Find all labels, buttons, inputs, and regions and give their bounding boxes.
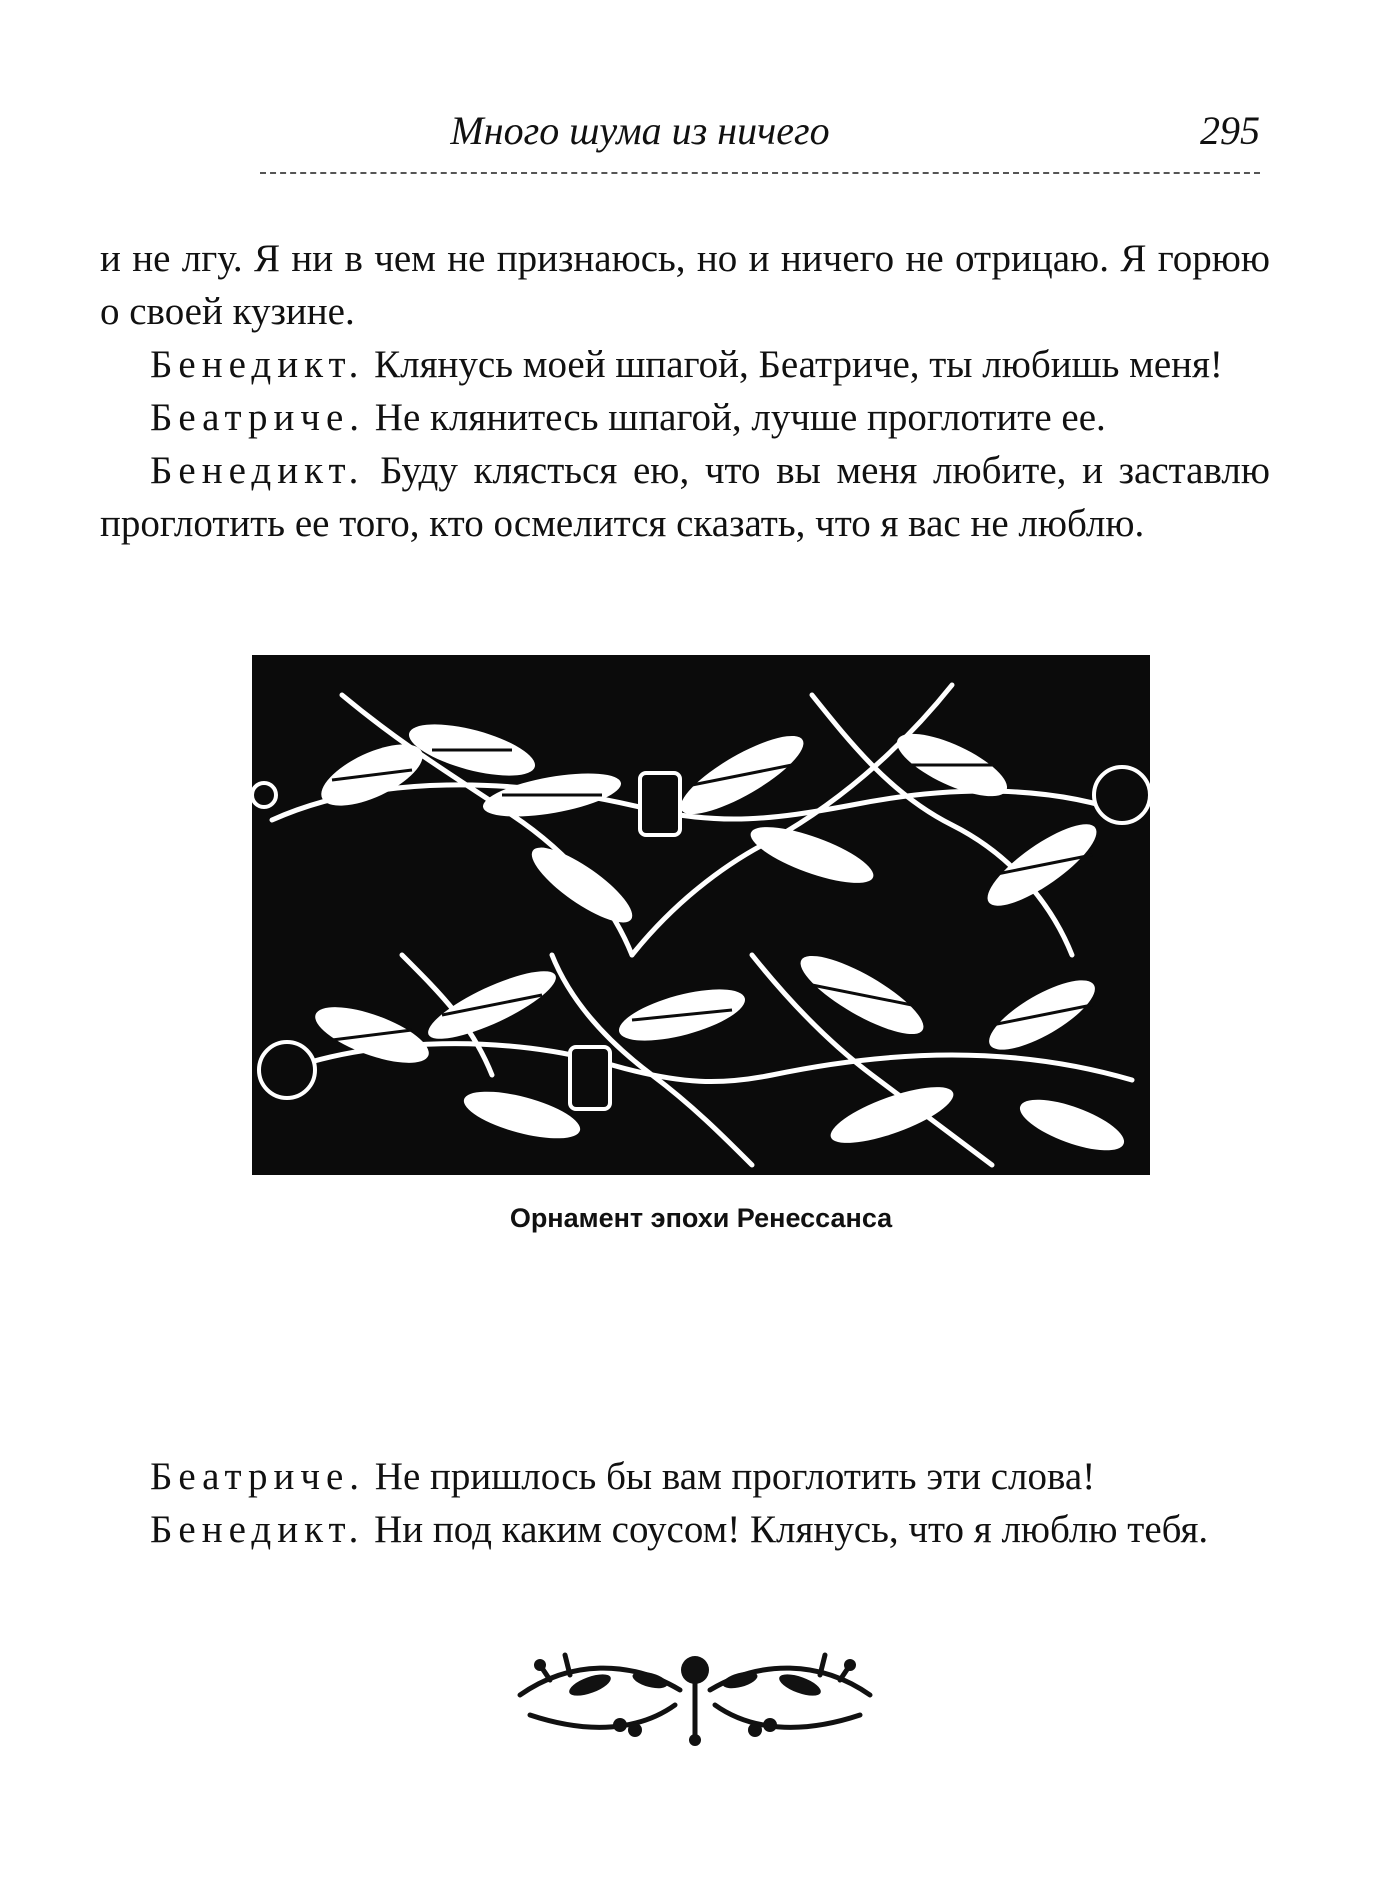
speech-text: Ни под каким соусом! Клянусь, что я люблю тебя.	[374, 1508, 1209, 1551]
ornament-drawing	[252, 655, 1150, 1175]
speaker-name: Беатриче.	[150, 1455, 366, 1498]
speech-text: Не пришлось бы вам проглотить эти слова!	[374, 1455, 1096, 1498]
tailpiece-drawing	[510, 1640, 880, 1750]
paragraph-benedick-1	[100, 338, 1270, 391]
paragraph-benedick-2	[100, 444, 1270, 550]
figure-caption: Орнамент эпохи Ренессанса	[509, 1203, 893, 1233]
speaker-name: Бенедикт.	[150, 343, 365, 386]
paragraph-continuation: и не лгу. Я ни в чем не признаюсь, но и ничего не отрицаю. Я горюю о своей кузине.	[100, 237, 1270, 333]
header-divider	[260, 172, 1260, 174]
paragraph-beatrice-1	[100, 391, 1270, 444]
speaker-name: Бенедикт.	[150, 449, 365, 492]
speech-text: Не клянитесь шпагой, лучше проглотите ее.	[374, 396, 1106, 439]
running-head	[260, 106, 1270, 156]
page-number: 295	[1200, 108, 1260, 153]
paragraph-benedick-3	[100, 1503, 1270, 1556]
speech-text: Буду клясться ею, что вы меня любите, и заставлю проглотить ее того, кто осмелится сказать, что я вас не люблю.	[100, 449, 1270, 545]
text-block-bottom	[100, 1450, 1270, 1556]
paragraph-beatrice-2	[100, 1450, 1270, 1503]
speaker-name: Беатриче.	[150, 396, 366, 439]
renaissance-ornament-illustration	[252, 655, 1150, 1175]
speech-text: Клянусь моей шпагой, Беатриче, ты любишь меня!	[374, 343, 1223, 386]
speaker-name: Бенедикт.	[150, 1508, 365, 1551]
running-title: Много шума из ничего	[450, 108, 830, 153]
text-block-top	[100, 232, 1270, 550]
tailpiece-ornament	[510, 1640, 880, 1750]
